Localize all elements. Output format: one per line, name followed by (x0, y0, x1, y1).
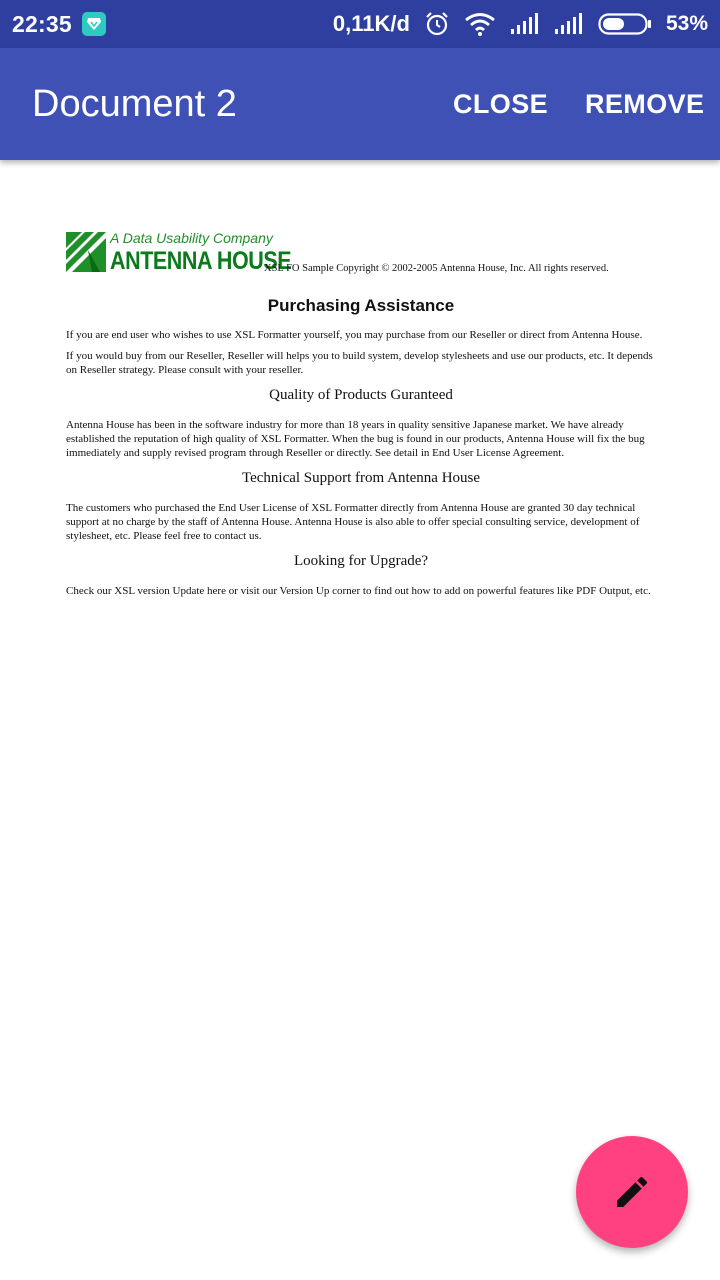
antenna-house-logo-icon (66, 232, 108, 279)
remove-button[interactable]: REMOVE (585, 89, 705, 119)
document-header (66, 232, 656, 278)
document-view[interactable] (0, 160, 720, 1280)
battery-icon (598, 12, 652, 36)
signal-icon (554, 13, 584, 35)
document-body (66, 296, 656, 605)
status-bar-left (12, 11, 106, 38)
app-notification-icon (82, 12, 106, 36)
document-title: Purchasing Assistance (267, 296, 455, 315)
network-speed: 0,11K/d (332, 11, 410, 36)
section-heading: Quality of Products Guranteed (269, 387, 453, 403)
app-bar (0, 48, 720, 160)
paragraph: If you would buy from our Reseller, Reseller will helps you to build system, develop stylesheets and use our products, etc. It depends on Reseller strategy. Please consult with your reseller. (66, 350, 653, 376)
paragraph: Antenna House has been in the software industry for more than 18 years in quality sensitive Japanese market. We have already established the reputation of high quality of XSL Formatter. When the bug is found in our products, Antenna House will fix the bug immediately and supply revised program through Reseller or directly. See detail in End User License Agreement. (66, 419, 645, 459)
page-title: Document 2 (32, 83, 237, 125)
section-heading: Looking for Upgrade? (293, 553, 429, 569)
status-bar-right (333, 11, 708, 37)
logo-tagline: A Data Usability Company (110, 230, 273, 246)
close-button[interactable]: CLOSE (453, 89, 549, 119)
battery-percent: 53% (665, 12, 708, 35)
status-time: 22:35 (12, 10, 72, 37)
signal-icon (510, 13, 540, 35)
edit-pencil-icon (612, 1172, 652, 1212)
paragraph: Check our XSL version Update here or visit our Version Up corner to find out how to add on powerful features like PDF Output, etc. (66, 585, 651, 597)
wifi-icon (464, 12, 496, 36)
section-heading: Technical Support from Antenna House (241, 470, 481, 486)
logo-name: ANTENNA HOUSE (110, 247, 292, 275)
copyright-text: XSL FO Sample Copyright © 2002-2005 Antenna House, Inc. All rights reserved. (264, 263, 609, 274)
battery-fill (603, 18, 624, 30)
paragraph: If you are end user who wishes to use XSL Formatter yourself, you may purchase from our Reseller or direct from Antenna House. (66, 329, 643, 341)
edit-fab-button[interactable] (576, 1136, 688, 1248)
status-bar (0, 0, 720, 48)
paragraph: The customers who purchased the End User License of XSL Formatter directly from Antenna House are granted 30 day technical support at no charge by the staff of Antenna House. Antenna House is also able to offer special consulting service, development of stylesheet, etc. Please feel free to contact us. (66, 502, 640, 542)
alarm-icon (424, 11, 450, 37)
